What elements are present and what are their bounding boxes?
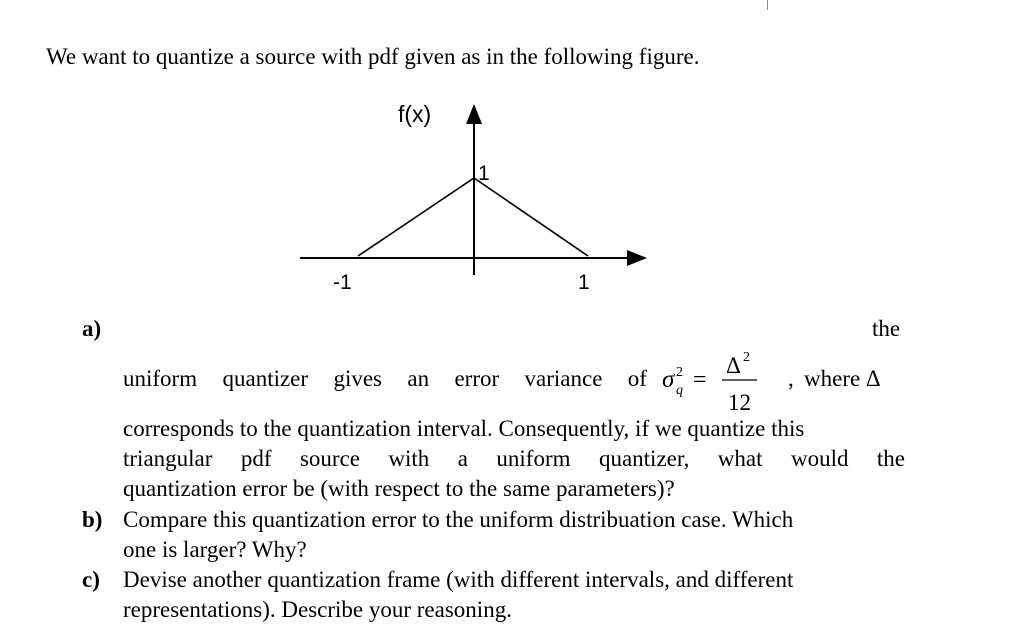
- part-a-trailing-word: the: [872, 316, 901, 341]
- part-c-label: c): [82, 567, 100, 592]
- part-a-line3-word: would: [790, 446, 849, 471]
- part-a-line3: [123, 446, 905, 472]
- part-a-line1-word: error: [454, 366, 500, 391]
- formula-numerator-sup: 2: [743, 350, 750, 365]
- formula-equals: =: [693, 367, 707, 393]
- formula-sigma-sub: q: [676, 383, 683, 398]
- part-a-line3-word: uniform: [496, 446, 571, 471]
- part-a-line3-word: pdf: [240, 446, 272, 471]
- pdf-figure: [290, 90, 670, 305]
- part-a-label: a): [82, 316, 102, 341]
- part-a-line3-word: a: [457, 446, 468, 471]
- part-a-line4: quantization error be (with respect to the same parameters)?: [123, 476, 675, 501]
- peak-label: 1: [478, 162, 490, 185]
- part-a-line1-word: of: [627, 366, 647, 391]
- y-axis-label: f(x): [398, 101, 432, 127]
- part-a-where: where Δ: [804, 366, 881, 391]
- part-b-line1: Compare this quantization error to the uniform distribuation case. Which: [123, 507, 794, 532]
- part-a-line3-word: the: [876, 446, 905, 471]
- part-a-line3-word: source: [299, 446, 360, 471]
- stray-mark: [767, 0, 768, 10]
- part-a-line1-word: variance: [524, 366, 603, 391]
- part-a-line2: corresponds to the quantization interval. Consequently, if we quantize this: [123, 416, 805, 441]
- part-a-line1-word: an: [407, 366, 430, 391]
- part-a-line3-word: triangular: [123, 446, 213, 471]
- intro-sentence: We want to quantize a source with pdf given as in the following figure.: [46, 44, 700, 69]
- part-a-line1-word: quantizer: [222, 366, 309, 391]
- error-variance-formula: [660, 346, 780, 423]
- part-c-line1: Devise another quantization frame (with different intervals, and different: [123, 567, 794, 592]
- formula-comma: ,: [788, 366, 794, 391]
- part-a-line1: [123, 366, 647, 392]
- formula-numerator: Δ: [726, 353, 741, 378]
- pdf-plot: [290, 90, 670, 300]
- part-b-line2: one is larger? Why?: [123, 537, 307, 562]
- x-tick-label-left: -1: [333, 271, 352, 294]
- formula-sigma-sup: 2: [676, 365, 683, 380]
- part-a-line3-word: with: [388, 446, 430, 471]
- part-b-label: b): [82, 507, 103, 532]
- x-tick-label-right: 1: [578, 271, 590, 294]
- part-a-line3-word: what: [717, 446, 763, 471]
- formula-sigma: σ: [662, 366, 675, 393]
- part-a-line3-word: quantizer,: [598, 446, 690, 471]
- formula-denominator: 12: [728, 390, 751, 415]
- part-c-line2: representations). Describe your reasoning.: [123, 597, 512, 622]
- part-a-line1-word: gives: [333, 366, 382, 391]
- part-a-line1-word: uniform: [123, 366, 198, 391]
